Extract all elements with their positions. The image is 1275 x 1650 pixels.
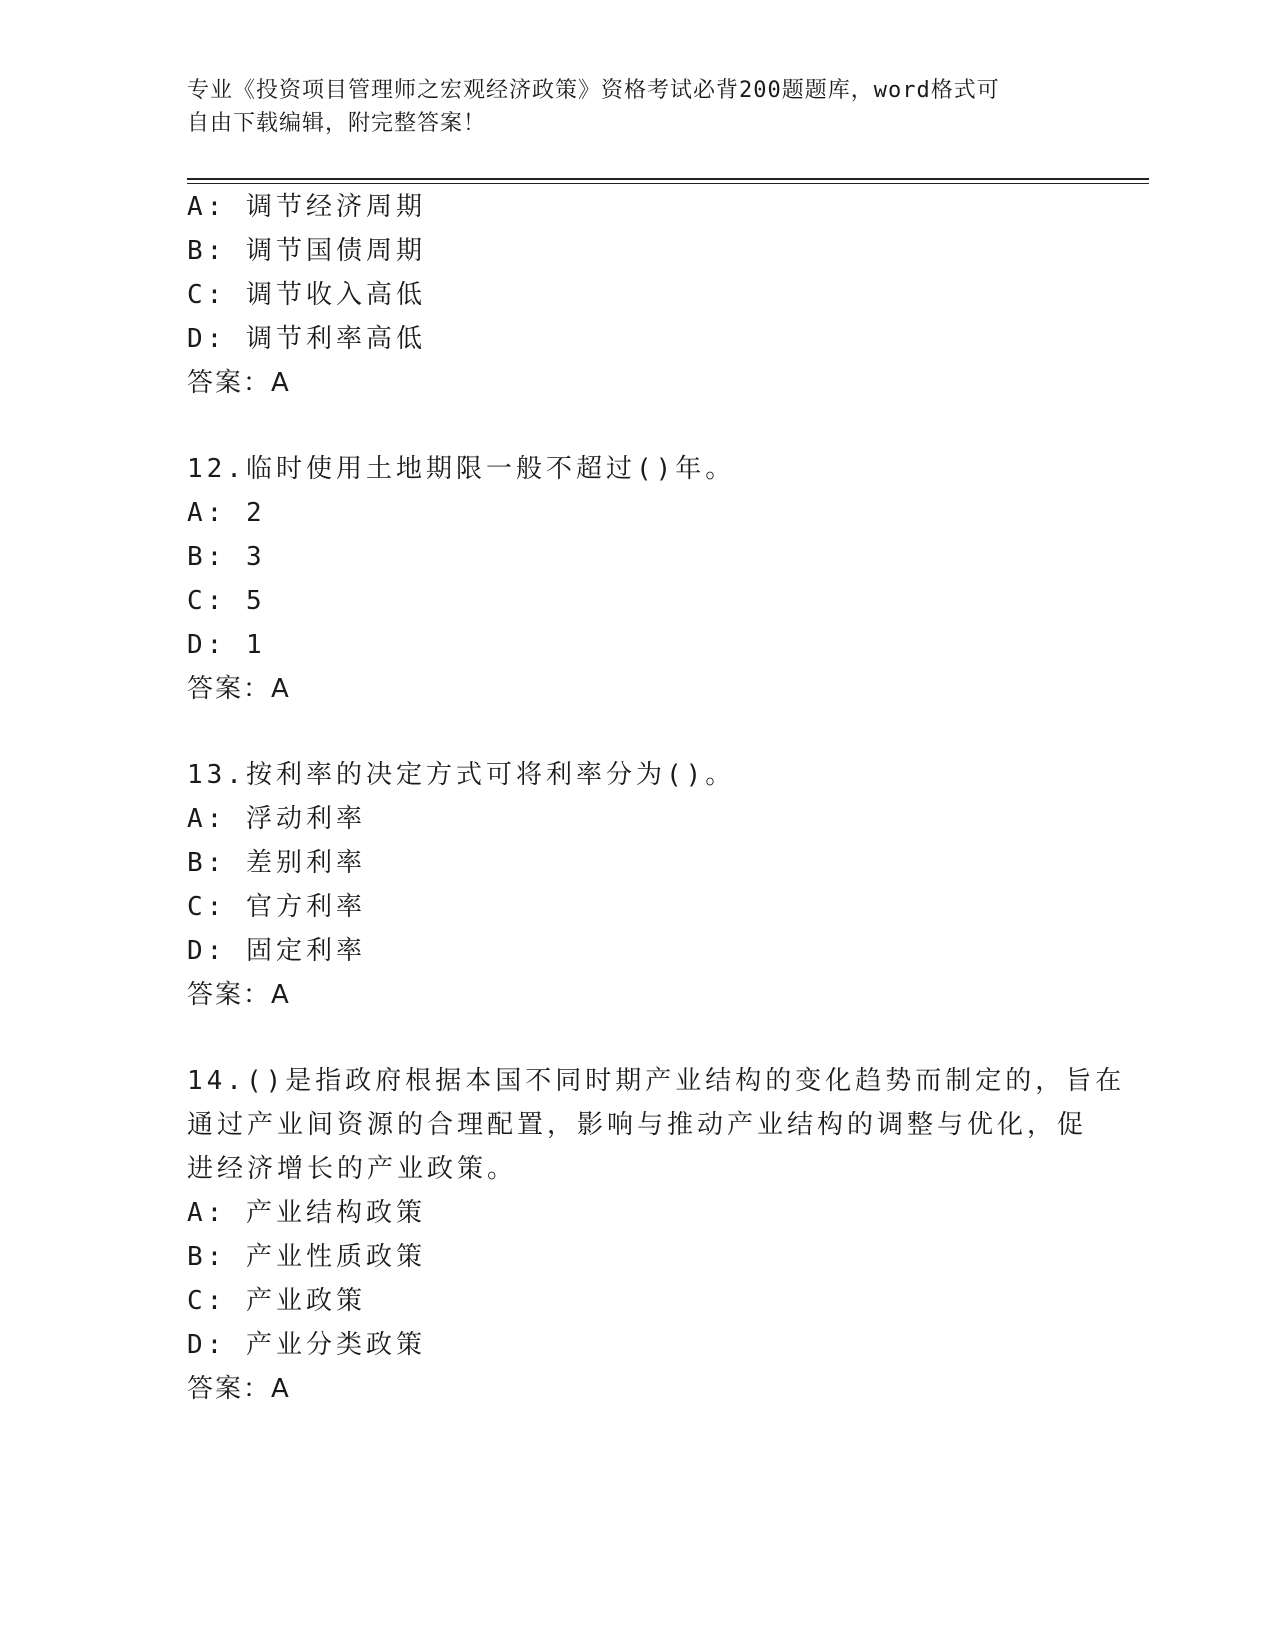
q11-option-d: D: 调节利率高低 <box>187 324 426 354</box>
q13-option-d: D: 固定利率 <box>187 936 366 966</box>
q14-option-d: D: 产业分类政策 <box>187 1330 426 1360</box>
q14-option-b: B: 产业性质政策 <box>187 1242 426 1272</box>
q12-answer: 答案：A <box>187 674 291 704</box>
q11-answer: 答案：A <box>187 368 291 398</box>
q14-option-a: A: 产业结构政策 <box>187 1198 426 1228</box>
q12-option-c: C: 5 <box>187 586 266 616</box>
q12-question: 12.临时使用土地期限一般不超过()年。 <box>187 454 736 484</box>
header-divider-thin <box>187 183 1149 184</box>
header-divider-thick <box>187 178 1149 180</box>
q13-option-c: C: 官方利率 <box>187 892 366 922</box>
q14-question-line-2: 通过产业间资源的合理配置，影响与推动产业结构的调整与优化，促 <box>187 1110 1088 1140</box>
q12-option-a: A: 2 <box>187 498 266 528</box>
header-title-line-1: 专业《投资项目管理师之宏观经济政策》资格考试必背200题题库，word格式可 <box>187 78 1000 103</box>
q11-option-c: C: 调节收入高低 <box>187 280 426 310</box>
q14-question-line-3: 进经济增长的产业政策。 <box>187 1154 518 1184</box>
q13-option-b: B: 差别利率 <box>187 848 366 878</box>
q13-question: 13.按利率的决定方式可将利率分为()。 <box>187 760 736 790</box>
q14-question-line-1: 14.()是指政府根据本国不同时期产业结构的变化趋势而制定的，旨在 <box>187 1066 1126 1096</box>
q13-option-a: A: 浮动利率 <box>187 804 366 834</box>
q12-option-d: D: 1 <box>187 630 266 660</box>
q11-option-a: A: 调节经济周期 <box>187 192 426 222</box>
header-title-line-2: 自由下载编辑，附完整答案！ <box>187 111 487 136</box>
q13-answer: 答案：A <box>187 980 291 1010</box>
q12-option-b: B: 3 <box>187 542 266 572</box>
document-header <box>187 74 1077 140</box>
q14-answer: 答案：A <box>187 1374 291 1404</box>
q14-option-c: C: 产业政策 <box>187 1286 366 1316</box>
q11-option-b: B: 调节国债周期 <box>187 236 426 266</box>
